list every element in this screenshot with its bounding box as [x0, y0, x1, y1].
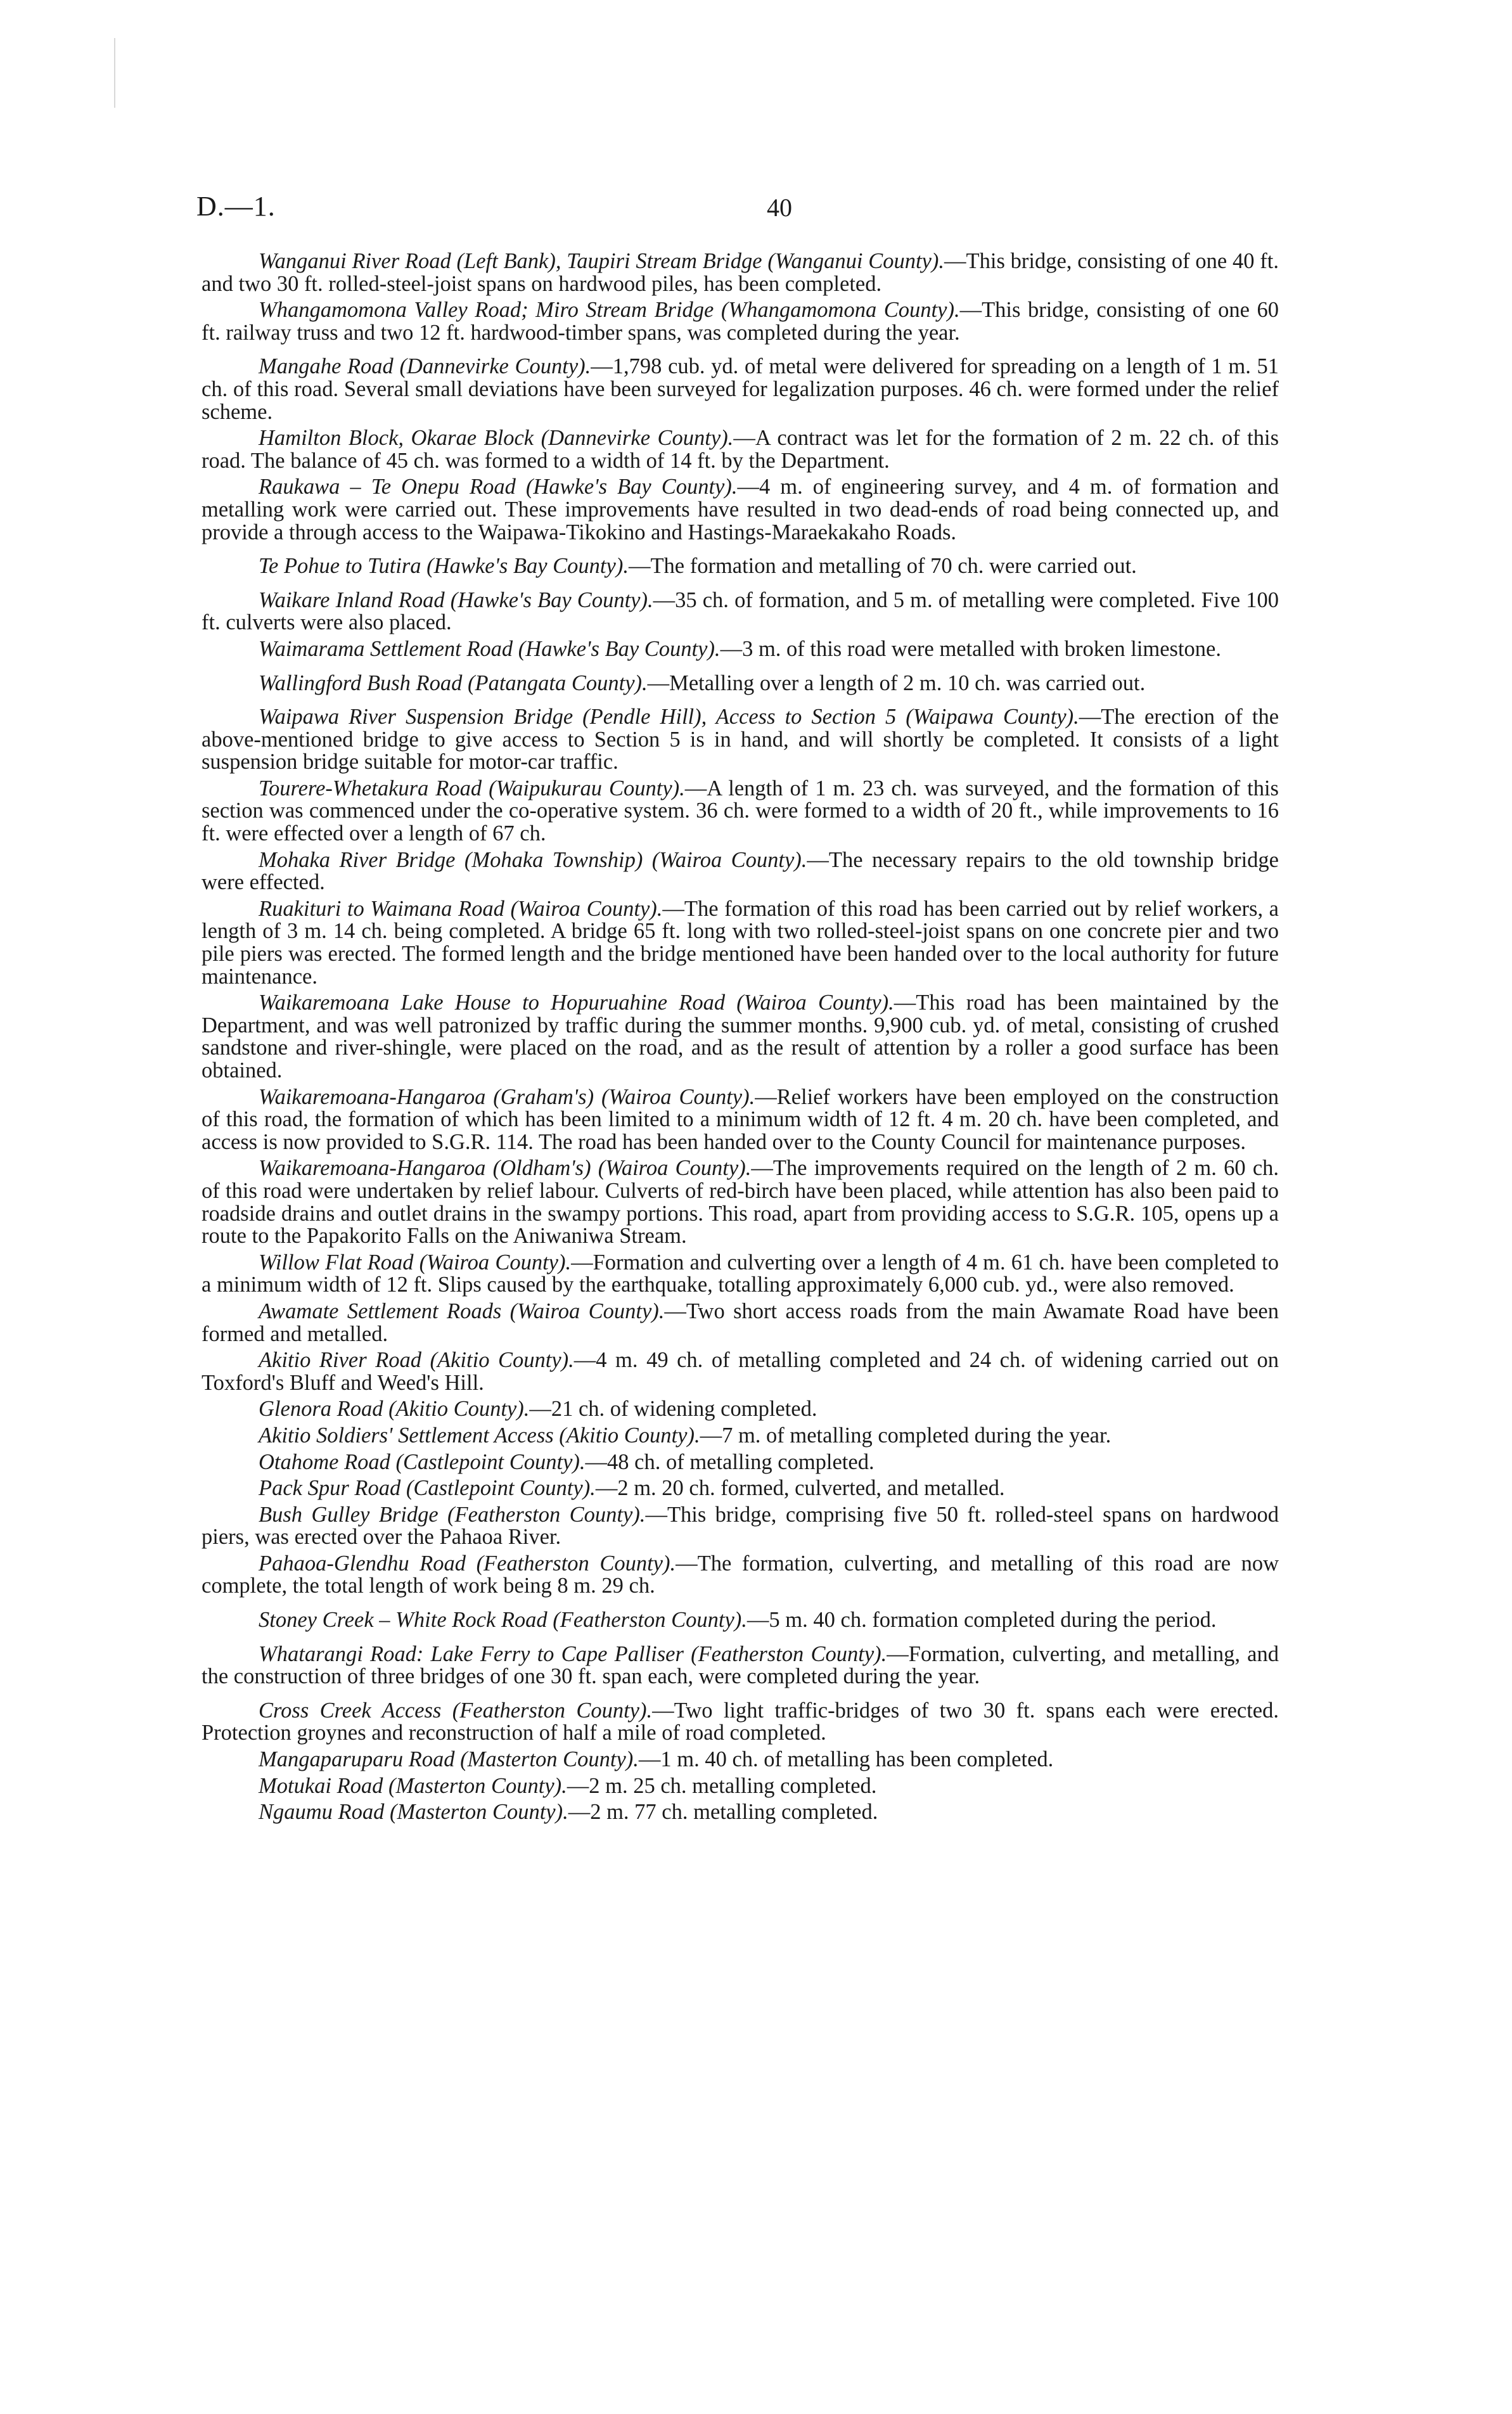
paragraph-title: Waikaremoana-Hangaroa (Graham's) (Wairoa County).: [259, 1084, 755, 1109]
paragraph-title: Mangaparuparu Road (Masterton County).: [259, 1747, 639, 1772]
paragraph: [202, 589, 1279, 634]
paragraph: [202, 672, 1279, 695]
paragraph: [202, 638, 1279, 661]
paragraph-text: —2 m. 25 ch. metalling completed.: [567, 1773, 877, 1798]
paragraph: [202, 1086, 1279, 1154]
paragraph: [202, 250, 1279, 295]
paragraph-text: —Two short access roads from the main Awamate Road have been formed and metalled.: [202, 1299, 1279, 1346]
paragraph-title: Waikare Inland Road (Hawke's Bay County).: [259, 587, 653, 612]
paragraph-text: —35 ch. of formation, and 5 m. of metalling were completed. Five 100 ft. culverts were also placed.: [202, 587, 1279, 635]
paragraph-title: Glenora Road (Akitio County).: [259, 1397, 530, 1422]
paragraph-title: Raukawa – Te Onepu Road (Hawke's Bay County).: [259, 475, 738, 499]
paragraph-title: Willow Flat Road (Wairoa County).: [259, 1250, 572, 1274]
page-header: [196, 190, 1286, 228]
paragraph: [202, 427, 1279, 472]
paragraph-title: Pahaoa-Glendhu Road (Featherston County).: [259, 1551, 676, 1576]
paragraph-text: —The necessary repairs to the old township bridge were effected.: [202, 847, 1279, 895]
paragraph-text: —3 m. of this road were metalled with broken limestone.: [720, 636, 1221, 661]
paragraph-title: Stoney Creek – White Rock Road (Featherston County).: [259, 1608, 747, 1633]
paragraph-title: Mangahe Road (Dannevirke County).: [259, 354, 591, 379]
paragraph: [202, 1643, 1279, 1688]
paragraph-title: Bush Gulley Bridge (Featherston County).: [259, 1502, 646, 1527]
paragraph: [202, 1157, 1279, 1247]
paragraph-text: —The formation, culverting, and metalling of this road are now complete, the total length of work being 8 m. 29 ch.: [202, 1551, 1279, 1598]
paragraph: [202, 299, 1279, 344]
paragraph-text: —The improvements required on the length of 2 m. 60 ch. of this road were undertaken by relief labour. Culverts of red-birch have been placed, while attention has also been paid to roadside drains and outlet drains in the swampy portions. This road, apart from providing access to S.G.R. 105, opens up a route to the Papakorito Falls on the Aniwaniwa Stream.: [202, 1156, 1279, 1249]
document-id: D.—1.: [196, 191, 276, 222]
paragraph: [202, 1775, 1279, 1798]
paragraph: [202, 1553, 1279, 1598]
paragraph: [202, 1700, 1279, 1745]
paragraph: [202, 1425, 1279, 1448]
paragraph-text: —Relief workers have been employed on the construction of this road, the formation of which has been limited to a minimum width of 12 ft. 4 m. 20 ch. have been completed, and access is now provided to S.G.R. 114. The road has been handed over to the County Council for maintenance purposes.: [202, 1084, 1279, 1154]
paragraph: [202, 1801, 1279, 1824]
left-margin-mark: [114, 38, 115, 108]
paragraph-text: —The formation and metalling of 70 ch. were carried out.: [628, 554, 1137, 579]
paragraph-title: Whatarangi Road: Lake Ferry to Cape Palliser (Featherston County).: [259, 1641, 887, 1666]
paragraph-text: —4 m. 49 ch. of metalling completed and 24 ch. of widening carried out on Toxford's Bluff and Weed's Hill.: [202, 1348, 1279, 1395]
paragraph-text: —This bridge, comprising five 50 ft. rolled-steel spans on hardwood piers, was erected over the Pahaoa River.: [202, 1502, 1279, 1550]
paragraph-title: Waikaremoana Lake House to Hopuruahine Road (Wairoa County).: [259, 991, 894, 1015]
paragraph: [202, 1451, 1279, 1474]
paragraph: [202, 356, 1279, 423]
paragraph-text: —7 m. of metalling completed during the year.: [700, 1423, 1112, 1448]
paragraph-title: Whangamomona Valley Road; Miro Stream Bridge (Whangamomona County).: [259, 298, 960, 323]
paragraph: [202, 898, 1279, 988]
paragraph-text: —Metalling over a length of 2 m. 10 ch. was carried out.: [647, 671, 1146, 695]
paragraph-title: Akitio Soldiers' Settlement Access (Akitio County).: [259, 1423, 700, 1448]
paragraph-title: Wallingford Bush Road (Patangata County).: [259, 671, 648, 695]
paragraph: [202, 555, 1279, 578]
paragraph: [202, 1398, 1279, 1421]
paragraph-text: —4 m. of engineering survey, and 4 m. of formation and metalling work were carried out. These improvements have resulted in two dead-ends of road being connected up, and provide a through access to the Waipawa-Tikokino and Hastings-Maraekakaho Roads.: [202, 475, 1279, 544]
paragraph-title: Awamate Settlement Roads (Wairoa County).: [259, 1299, 665, 1323]
paragraph-text: —48 ch. of metalling completed.: [585, 1449, 875, 1474]
paragraph-title: Cross Creek Access (Featherston County).: [259, 1698, 653, 1723]
paragraph: [202, 1609, 1279, 1632]
paragraph: [202, 1300, 1279, 1345]
paragraph-title: Waikaremoana-Hangaroa (Oldham's) (Wairoa County).: [259, 1156, 752, 1181]
paragraph-title: Otahome Road (Castlepoint County).: [259, 1449, 586, 1474]
paragraph-text: —21 ch. of widening completed.: [529, 1397, 817, 1422]
paragraph: [202, 849, 1279, 894]
paragraph: [202, 1477, 1279, 1500]
paragraph-text: —This road has been maintained by the Department, and was well patronized by traffic during the summer months. 9,900 cub. yd. of metal, consisting of crushed sandstone and river-shingle, were placed on the road, and as the result of attention by a roller a good surface has been obtained.: [202, 991, 1279, 1082]
paragraph-title: Waimarama Settlement Road (Hawke's Bay County).: [259, 636, 721, 661]
paragraph-text: —This bridge, consisting of one 40 ft. and two 30 ft. rolled-steel-joist spans on hardwood piles, has been completed.: [202, 249, 1279, 296]
paragraph-text: —A contract was let for the formation of 2 m. 22 ch. of this road. The balance of 45 ch. was formed to a width of 14 ft. by the Department.: [202, 426, 1279, 473]
paragraph-title: Waipawa River Suspension Bridge (Pendle Hill), Access to Section 5 (Waipawa County).: [259, 705, 1079, 729]
paragraph-title: Pack Spur Road (Castlepoint County).: [259, 1476, 596, 1501]
paragraph: [202, 992, 1279, 1082]
paragraph-text: —5 m. 40 ch. formation completed during the period.: [746, 1608, 1217, 1633]
paragraph: [202, 1349, 1279, 1394]
paragraph-title: Ruakituri to Waimana Road (Wairoa County).: [259, 896, 663, 921]
paragraph-text: —Formation, culverting, and metalling, and the construction of three bridges of one 30 ft. span each, were completed during the year.: [202, 1641, 1279, 1689]
paragraph-text: —A length of 1 m. 23 ch. was surveyed, and the formation of this section was commenced under the co-operative system. 36 ch. were formed to a width of 20 ft., while improvements to 16 ft. were effected over a length of 67 ch.: [202, 776, 1279, 846]
paragraph: [202, 1504, 1279, 1549]
paragraph-text: —The erection of the above-mentioned bridge to give access to Section 5 is in hand, and will shortly be completed. It consists of a light suspension bridge suitable for motor-car traffic.: [202, 705, 1279, 774]
paragraph-text: —This bridge, consisting of one 60 ft. railway truss and two 12 ft. hardwood-timber spans, was completed during the year.: [202, 298, 1279, 345]
paragraph: [202, 476, 1279, 544]
paragraph-text: —1 m. 40 ch. of metalling has been completed.: [638, 1747, 1054, 1772]
paragraph-title: Motukai Road (Masterton County).: [259, 1773, 567, 1798]
paragraph-title: Te Pohue to Tutira (Hawke's Bay County).: [259, 554, 629, 579]
paragraph-title: Tourere-Whetakura Road (Waipukurau County).: [259, 776, 685, 800]
paragraph: [202, 1252, 1279, 1297]
paragraph-title: Akitio River Road (Akitio County).: [259, 1348, 574, 1373]
page-number: 40: [767, 193, 792, 222]
paragraph-title: Hamilton Block, Okarae Block (Dannevirke County).: [259, 426, 734, 451]
paragraph-text: —2 m. 20 ch. formed, culverted, and metalled.: [595, 1476, 1005, 1501]
paragraph: [202, 1749, 1279, 1771]
paragraph-text: —The formation of this road has been carried out by relief workers, a length of 3 m. 14 ch. being completed. A bridge 65 ft. long with two rolled-steel-joist spans on one concrete pier and two pile piers was erected. The formed length and the bridge mentioned have been handed over to the local authority for future maintenance.: [202, 896, 1279, 989]
paragraph-title: Wanganui River Road (Left Bank), Taupiri Stream Bridge (Wanganui County).: [259, 249, 945, 273]
paragraph-title: Ngaumu Road (Masterton County).: [259, 1800, 568, 1825]
paragraph-text: —Formation and culverting over a length of 4 m. 61 ch. have been completed to a minimum width of 12 ft. Slips caused by the earthquake, totalling approximately 6,000 cub. yd., were also removed.: [202, 1250, 1279, 1297]
paragraph: [202, 706, 1279, 774]
paragraph-text: —Two light traffic-bridges of two 30 ft. spans each were erected. Protection groynes and reconstruction of half a mile of road completed.: [202, 1698, 1279, 1745]
report-body: [202, 250, 1279, 1828]
paragraph-text: —1,798 cub. yd. of metal were delivered for spreading on a length of 1 m. 51 ch. of this road. Several small deviations have been surveyed for legalization purposes. 46 ch. were formed under the relief scheme.: [202, 354, 1279, 424]
paragraph-title: Mohaka River Bridge (Mohaka Township) (Wairoa County).: [259, 847, 807, 872]
paragraph: [202, 778, 1279, 845]
paragraph-text: —2 m. 77 ch. metalling completed.: [568, 1800, 878, 1825]
